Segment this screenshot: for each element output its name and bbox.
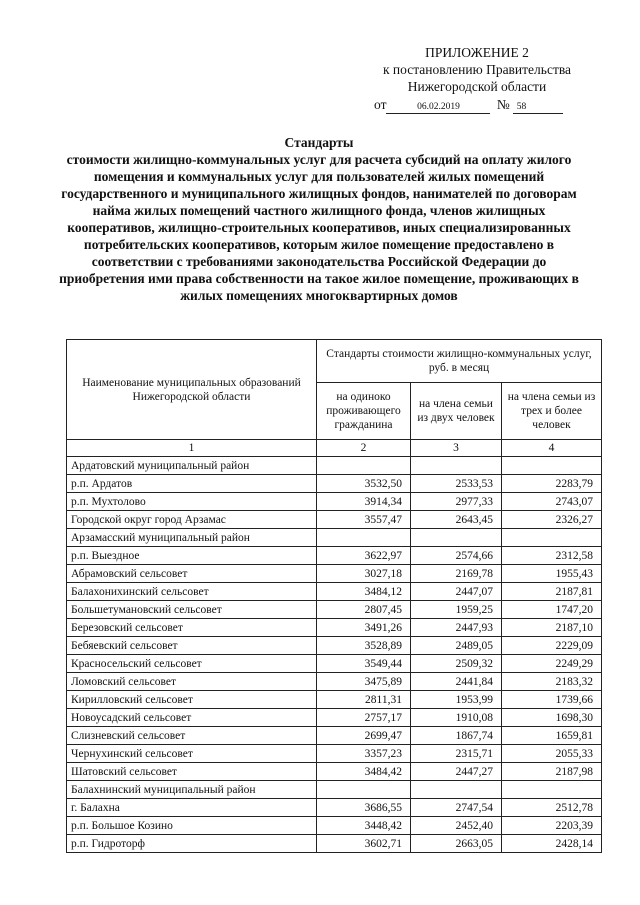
municipality-name: р.п. Гидроторф xyxy=(67,835,317,853)
table-row xyxy=(67,475,602,493)
column-index: 2 xyxy=(317,440,411,457)
value-two-person: 2489,05 xyxy=(411,637,502,655)
municipality-name: Слизневский сельсовет xyxy=(67,727,317,745)
table-row xyxy=(67,763,602,781)
municipality-name: Кирилловский сельсовет xyxy=(67,691,317,709)
value-two-person: 2447,93 xyxy=(411,619,502,637)
value-single: 3484,42 xyxy=(317,763,411,781)
value-single: 2811,31 xyxy=(317,691,411,709)
table-row xyxy=(67,529,602,547)
value-three-person: 2326,27 xyxy=(502,511,602,529)
resolution-number: 58 xyxy=(513,101,563,114)
value-three-person: 2512,78 xyxy=(502,799,602,817)
municipality-name: Большетумановский сельсовет xyxy=(67,601,317,619)
value-two-person: 1953,99 xyxy=(411,691,502,709)
value-three-person: 2187,98 xyxy=(502,763,602,781)
value-three-person xyxy=(502,457,602,475)
value-single xyxy=(317,781,411,799)
value-three-person: 2203,39 xyxy=(502,817,602,835)
value-three-person: 2187,81 xyxy=(502,583,602,601)
value-two-person xyxy=(411,781,502,799)
table-row xyxy=(67,601,602,619)
value-two-person xyxy=(411,529,502,547)
value-three-person: 2055,33 xyxy=(502,745,602,763)
value-two-person: 2447,27 xyxy=(411,763,502,781)
value-three-person: 2249,29 xyxy=(502,655,602,673)
value-three-person: 2229,09 xyxy=(502,637,602,655)
column-index: 3 xyxy=(411,440,502,457)
value-three-person: 1659,81 xyxy=(502,727,602,745)
resolution-date: 06.02.2019 xyxy=(386,101,490,114)
value-two-person: 2169,78 xyxy=(411,565,502,583)
municipality-name: г. Балахна xyxy=(67,799,317,817)
header-single: на одиноко проживающего гражданина xyxy=(317,383,411,440)
value-two-person: 2441,84 xyxy=(411,673,502,691)
heading-main: Стандарты xyxy=(284,135,354,150)
municipality-name: р.п. Выездное xyxy=(67,547,317,565)
table-row xyxy=(67,727,602,745)
value-single: 3532,50 xyxy=(317,475,411,493)
municipality-name: Бебяевский сельсовет xyxy=(67,637,317,655)
value-two-person xyxy=(411,457,502,475)
value-two-person: 2663,05 xyxy=(411,835,502,853)
municipality-name: Балахонихинский сельсовет xyxy=(67,583,317,601)
heading-subtitle: стоимости жилищно-коммунальных услуг для расчета субсидий на оплату жилого помещения и коммунальных услуг для пользователей жилых помещений государственного и муниципального жилищных фондов, нанимателей по договорам найма жилых помещений частного жилищного фонда, членов жилищных кооперативов, жилищно-строительных кооперативов, иных специализированных потребительских кооперативов, которым жилое помещение предоставлено в соответствии с требованиями законодательства Российской Федерации до приобретения ими права собственности на такое жилое помещение, проживающих в жилых помещениях многоквартирных домов xyxy=(59,152,579,303)
table-row xyxy=(67,457,602,475)
value-two-person: 2447,07 xyxy=(411,583,502,601)
value-single: 3027,18 xyxy=(317,565,411,583)
value-three-person: 1955,43 xyxy=(502,565,602,583)
value-single: 3484,12 xyxy=(317,583,411,601)
table-row xyxy=(67,637,602,655)
municipality-name: Ардатовский муниципальный район xyxy=(67,457,317,475)
standards-table xyxy=(66,339,602,853)
value-two-person: 1910,08 xyxy=(411,709,502,727)
municipality-name: Чернухинский сельсовет xyxy=(67,745,317,763)
value-three-person xyxy=(502,781,602,799)
value-three-person: 2283,79 xyxy=(502,475,602,493)
municipality-name: Абрамовский сельсовет xyxy=(67,565,317,583)
municipality-name: р.п. Большое Козино xyxy=(67,817,317,835)
column-index: 4 xyxy=(502,440,602,457)
value-two-person: 2533,53 xyxy=(411,475,502,493)
table-row xyxy=(67,817,602,835)
value-three-person: 2743,07 xyxy=(502,493,602,511)
table-row xyxy=(67,493,602,511)
value-single: 3914,34 xyxy=(317,493,411,511)
value-two-person: 1867,74 xyxy=(411,727,502,745)
table-row xyxy=(67,835,602,853)
municipality-name: Березовский сельсовет xyxy=(67,619,317,637)
table-row xyxy=(67,547,602,565)
value-single: 3549,44 xyxy=(317,655,411,673)
value-two-person: 2315,71 xyxy=(411,745,502,763)
value-single: 3622,97 xyxy=(317,547,411,565)
date-prefix: от xyxy=(374,97,387,112)
value-single: 2757,17 xyxy=(317,709,411,727)
value-three-person: 2312,58 xyxy=(502,547,602,565)
document-heading xyxy=(56,134,582,304)
appendix-line-2: Нижегородской области xyxy=(407,79,547,94)
value-two-person: 2509,32 xyxy=(411,655,502,673)
municipality-name: Ломовский сельсовет xyxy=(67,673,317,691)
value-three-person: 2187,10 xyxy=(502,619,602,637)
municipality-name: Новоусадский сельсовет xyxy=(67,709,317,727)
value-two-person: 2747,54 xyxy=(411,799,502,817)
value-two-person: 2977,33 xyxy=(411,493,502,511)
value-single: 3557,47 xyxy=(317,511,411,529)
value-single: 3475,89 xyxy=(317,673,411,691)
header-two-person: на члена семьи из двух человек xyxy=(411,383,502,440)
table-body xyxy=(67,440,602,853)
value-single xyxy=(317,529,411,547)
header-standards-group: Стандарты стоимости жилищно-коммунальных услуг, руб. в месяц xyxy=(317,340,602,383)
municipality-name: Балахнинский муниципальный район xyxy=(67,781,317,799)
value-single: 3448,42 xyxy=(317,817,411,835)
municipality-name: р.п. Ардатов xyxy=(67,475,317,493)
value-three-person: 2183,32 xyxy=(502,673,602,691)
appendix-title: ПРИЛОЖЕНИЕ 2 xyxy=(425,45,529,60)
municipality-name: Красносельский сельсовет xyxy=(67,655,317,673)
appendix-block xyxy=(352,44,602,114)
municipality-name: Арзамасский муниципальный район xyxy=(67,529,317,547)
appendix-line-1: к постановлению Правительства xyxy=(382,62,572,77)
value-single: 2699,47 xyxy=(317,727,411,745)
municipality-name: р.п. Мухтолово xyxy=(67,493,317,511)
value-three-person: 2428,14 xyxy=(502,835,602,853)
table-row xyxy=(67,619,602,637)
table-row xyxy=(67,709,602,727)
table-row xyxy=(67,799,602,817)
column-index-row xyxy=(67,440,602,457)
value-three-person: 1739,66 xyxy=(502,691,602,709)
municipality-name: Шатовский сельсовет xyxy=(67,763,317,781)
value-single xyxy=(317,457,411,475)
value-two-person: 1959,25 xyxy=(411,601,502,619)
table-row xyxy=(67,583,602,601)
number-sign: № xyxy=(496,97,510,112)
value-three-person: 1698,30 xyxy=(502,709,602,727)
resolution-reference xyxy=(352,96,602,114)
header-municipality: Наименование муниципальных образований Нижегородской области xyxy=(67,340,317,440)
table-row xyxy=(67,673,602,691)
table-row xyxy=(67,781,602,799)
value-single: 3491,26 xyxy=(317,619,411,637)
table-row xyxy=(67,691,602,709)
table-row xyxy=(67,745,602,763)
municipality-name: Городской округ город Арзамас xyxy=(67,511,317,529)
value-two-person: 2452,40 xyxy=(411,817,502,835)
table-row xyxy=(67,511,602,529)
value-three-person: 1747,20 xyxy=(502,601,602,619)
value-single: 3528,89 xyxy=(317,637,411,655)
table-row xyxy=(67,655,602,673)
column-index: 1 xyxy=(67,440,317,457)
value-two-person: 2574,66 xyxy=(411,547,502,565)
value-single: 3357,23 xyxy=(317,745,411,763)
value-single: 2807,45 xyxy=(317,601,411,619)
value-three-person xyxy=(502,529,602,547)
value-single: 3686,55 xyxy=(317,799,411,817)
value-single: 3602,71 xyxy=(317,835,411,853)
value-two-person: 2643,45 xyxy=(411,511,502,529)
header-three-person: на члена семьи из трех и более человек xyxy=(502,383,602,440)
table-row xyxy=(67,565,602,583)
